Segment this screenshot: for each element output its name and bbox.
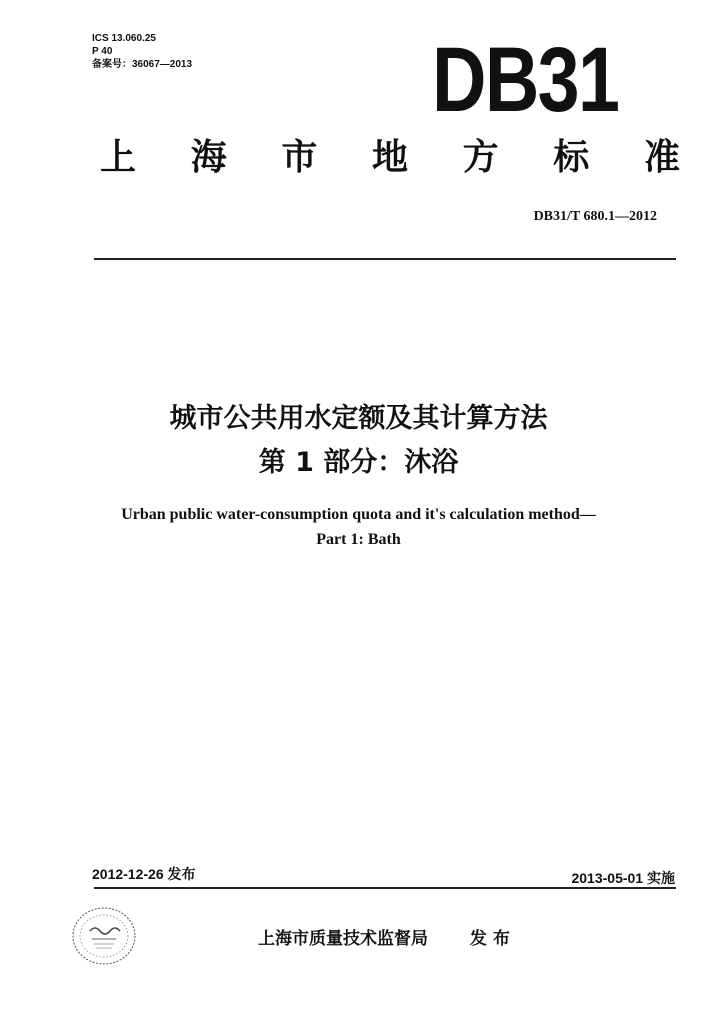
- record-number: 备案号：36067—2013: [92, 59, 193, 70]
- standard-type-char: 市: [281, 137, 318, 178]
- standard-type-char: 地: [371, 137, 408, 178]
- category-code: P 40: [92, 46, 113, 57]
- issuer-name: 上海市质量技术监督局: [258, 929, 428, 949]
- db31-logo: DB31: [432, 29, 619, 131]
- english-title-line-1: Urban public water-consumption quota and it's calculation method—: [121, 506, 596, 523]
- implementation-date: 2013-05-01 实施: [571, 870, 675, 886]
- ics-code: ICS 13.060.25: [92, 33, 156, 44]
- issuing-authority: [258, 924, 510, 949]
- issuer-action: 发 布: [469, 929, 510, 949]
- seal-stamp-icon: [70, 905, 138, 967]
- standard-type-char: 准: [643, 137, 680, 178]
- standard-type-heading: [100, 136, 680, 180]
- standard-type-char: 上: [100, 137, 137, 178]
- english-title-line-2: Part 1: Bath: [316, 531, 401, 548]
- chinese-title-line-1: 城市公共用水定额及其计算方法: [169, 403, 548, 434]
- chinese-title-line-2: 第 1 部分：沐浴: [258, 447, 459, 478]
- standard-type-char: 海: [190, 137, 227, 178]
- bottom-divider: [94, 887, 676, 889]
- standard-type-char: 标: [553, 137, 590, 178]
- issue-date: 2012-12-26 发布: [92, 866, 196, 882]
- standard-number: DB31/T 680.1—2012: [533, 209, 657, 224]
- top-divider: [94, 258, 676, 260]
- standard-type-char: 方: [462, 137, 499, 178]
- classification-block: [92, 32, 192, 71]
